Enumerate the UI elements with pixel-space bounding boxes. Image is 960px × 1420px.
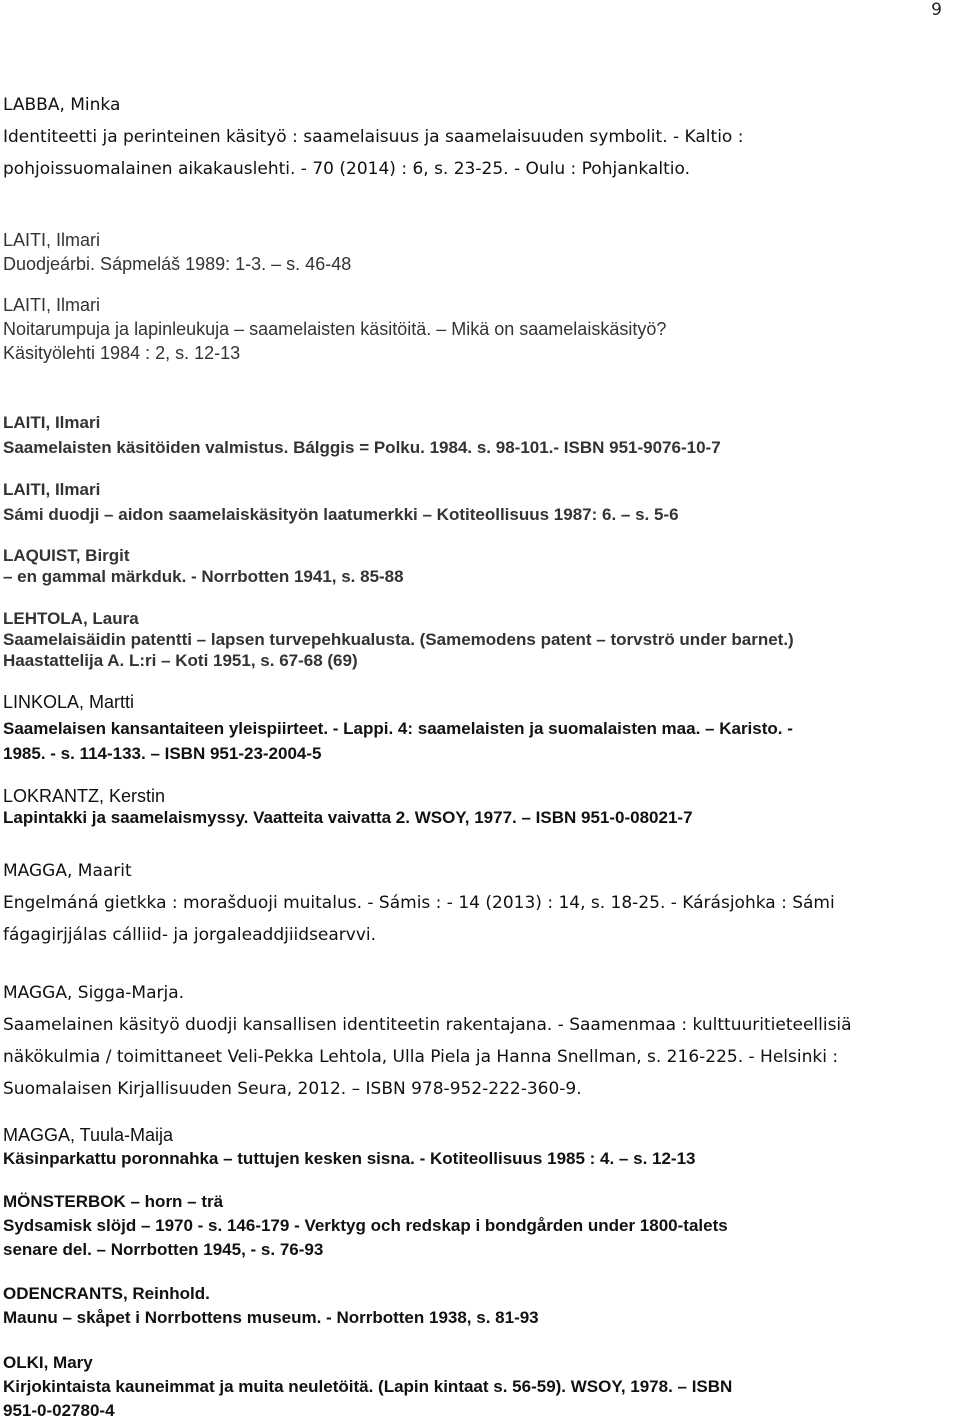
bibliography-line: pohjoissuomalainen aikakauslehti. - 70 (2014) : 6, s. 23-25. - Oulu : Pohjankaltio.: [3, 159, 690, 179]
bibliography-line: Sydsamisk slöjd – 1970 - s. 146-179 - Verktyg och redskap i bondgården under 1800-talets: [3, 1216, 728, 1235]
bibliography-line: Saamelaisäidin patentti – lapsen turvepehkualusta. (Samemodens patent – torvströ under barnet.): [3, 630, 794, 649]
bibliography-line: Identiteetti ja perinteinen käsityö : saamelaisuus ja saamelaisuuden symbolit. - Kaltio :: [3, 127, 744, 147]
bibliography-line: Kirjokintaista kauneimmat ja muita neuletöitä. (Lapin kintaat s. 56-59). WSOY, 1978. – ISBN: [3, 1377, 733, 1396]
bibliography-line: LEHTOLA, Laura: [3, 609, 139, 628]
bibliography-line: LINKOLA, Martti: [3, 692, 135, 712]
bibliography-line: MAGGA, Maarit: [3, 861, 132, 881]
bibliography-line: – en gammal märkduk. - Norrbotten 1941, s. 85-88: [3, 567, 404, 586]
bibliography-line: Saamelaisten käsitöiden valmistus. Bálggis = Polku. 1984. s. 98-101.- ISBN 951-9076-10-7: [3, 438, 721, 457]
bibliography-line: Haastattelija A. L:ri – Koti 1951, s. 67-68 (69): [3, 651, 358, 670]
bibliography-line: ODENCRANTS, Reinhold.: [3, 1284, 210, 1303]
bibliography-line: Duodjeárbi. Sápmeláš 1989: 1-3. – s. 46-48: [3, 254, 352, 274]
bibliography-line: Sámi duodji – aidon saamelaiskäsityön laatumerkki – Kotiteollisuus 1987: 6. – s. 5-6: [3, 505, 679, 524]
bibliography-line: LAITI, Ilmari: [3, 480, 101, 499]
bibliography-line: Engelmáná gietkka : morašduoji muitalus. - Sámis : - 14 (2013) : 14, s. 18-25. - Kárásjohka : Sámi: [3, 893, 835, 913]
bibliography-line: senare del. – Norrbotten 1945, - s. 76-93: [3, 1240, 324, 1259]
bibliography-line: LAQUIST, Birgit: [3, 546, 130, 565]
bibliography-line: LOKRANTZ, Kerstin: [3, 786, 166, 806]
bibliography-line: Maunu – skåpet i Norrbottens museum. - Norrbotten 1938, s. 81-93: [3, 1308, 539, 1327]
bibliography-line: MAGGA, Sigga-Marja.: [3, 983, 185, 1003]
bibliography-line: Käsinparkattu poronnahka – tuttujen kesken sisna. - Kotiteollisuus 1985 : 4. – s. 12-13: [3, 1149, 696, 1168]
bibliography-line: Saamelainen käsityö duodji kansallisen identiteetin rakentajana. - Saamenmaa : kulttuuritieteellisiä: [3, 1015, 852, 1035]
bibliography-line: LAITI, Ilmari: [3, 295, 101, 315]
bibliography-line: Saamelaisen kansantaiteen yleispiirteet. - Lappi. 4: saamelaisten ja suomalaisten maa. – Karisto. -: [3, 719, 793, 738]
bibliography-line: LABBA, Minka: [3, 95, 121, 115]
bibliography-line: MAGGA, Tuula-Maija: [3, 1125, 174, 1145]
page-number: 9: [931, 0, 942, 20]
bibliography-line: 951-0-02780-4: [3, 1401, 115, 1420]
bibliography-line: fágagirjjálas cálliid- ja jorgaleaddjiidsearvvi.: [3, 925, 377, 945]
bibliography-line: Lapintakki ja saamelaismyssy. Vaatteita vaivatta 2. WSOY, 1977. – ISBN 951-0-08021-7: [3, 808, 693, 827]
bibliography-line: OLKI, Mary: [3, 1353, 93, 1372]
bibliography-line: Käsityölehti 1984 : 2, s. 12-13: [3, 343, 241, 363]
bibliography-line: Suomalaisen Kirjallisuuden Seura, 2012. – ISBN 978-952-222-360-9.: [3, 1079, 582, 1099]
bibliography-line: LAITI, Ilmari: [3, 413, 101, 432]
bibliography-line: MÖNSTERBOK – horn – trä: [3, 1192, 224, 1211]
bibliography-line: Noitarumpuja ja lapinleukuja – saamelaisten käsitöitä. – Mikä on saamelaiskäsityö?: [3, 319, 667, 339]
bibliography-line: LAITI, Ilmari: [3, 230, 101, 250]
bibliography-line: 1985. - s. 114-133. – ISBN 951-23-2004-5: [3, 744, 322, 763]
bibliography-line: näkökulmia / toimittaneet Veli-Pekka Lehtola, Ulla Piela ja Hanna Snellman, s. 216-225. - Helsinki :: [3, 1047, 839, 1067]
